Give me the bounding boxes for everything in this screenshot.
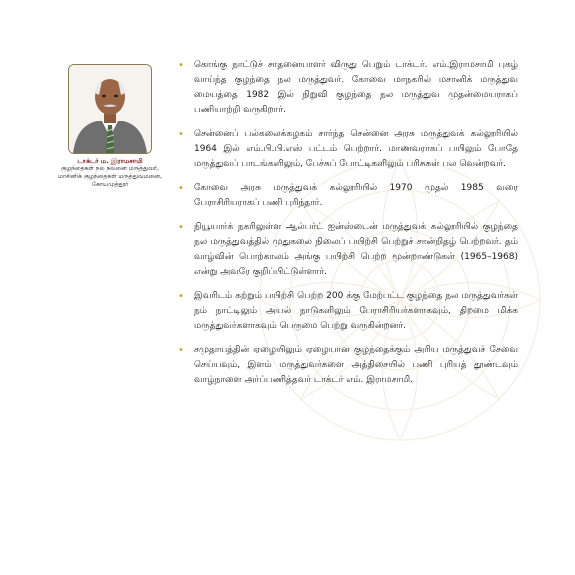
- portrait-image: [69, 65, 151, 153]
- profile-photo: [68, 64, 152, 154]
- profile-designation-line: மாசினிக் குழந்தைகள் மருத்துவமனை,: [58, 173, 162, 180]
- biography-item: [178, 58, 518, 118]
- biography-list: [178, 58, 518, 397]
- biography-text: நியூயார்க் நகரிலுள்ள ஆல்பர்ட் ஐன்ஸ்டைன் மருத்துவக் கல்லூரியில் குழந்தை நல மருத்துவத்தில் முதுகலை நிலைப் பயிற்சி பெற்றுச் சான்றிதழ் பெற்றவர். தம் வாழ்வின் பொற்காலம் அங்கு பயிற்சி பெற்ற மூன்றாண்டுகள் (1965–1968) என்று அவரே குறிப்பிட்டுள்ளார்.: [194, 222, 518, 277]
- profile-name: டாக்டர் ம. இராமசாமி: [77, 157, 143, 165]
- biography-item: [178, 127, 518, 172]
- biography-text: கோவை அரசு மருத்துவக் கல்லூரியில் 1970 முதல் 1985 வரை பேராசிரியராகப் பணி புரிந்தார்.: [194, 183, 518, 208]
- profile-designation-line: கோயமுத்தூர்: [91, 181, 129, 188]
- biography-text: கொங்கு நாட்டுச் சாதனையாளர் விருது பெறும் டாக்டர். எம்.இராமசாமி புகழ் வாய்ந்த குழந்தை நல மருத்துவர். கோவை மாநகரில் மசானிக் மருத்துவ மையத்தை 1982 இல் நிறுவி குழந்தை நல மருத்துவ முதன்மையராகப் பணியாற்றி வருகிறார்.: [194, 60, 518, 115]
- biography-item: [178, 343, 518, 388]
- biography-text: சென்னைப் பல்கலைக்கழகம் சார்ந்த சென்னை அரசு மருத்துவக் கல்லூரியில் 1964 இல் எம்.பி.பி.எஸ் பட்டம் பெற்றார். மாணவராகப் பயிலும் போதே மருத்துவப் பாடங்களிலும், பேச்சுப் போட்டிகளிலும் பரிசுகள் பல வென்றவர்.: [194, 129, 518, 169]
- bullet-icon: •: [178, 129, 184, 140]
- bullet-icon: •: [178, 345, 184, 356]
- biography-item: [178, 289, 518, 334]
- biography-item: [178, 220, 518, 280]
- biography-text: இவரிடம் கற்றும் பயிற்சி பெற்ற 200 க்கு மேற்பட்ட குழந்தை நல மருத்துவர்கள் நம் நாட்டிலும் அயல் நாடுகளிலும் பேராசிரியர்களாகவும், திறமை மிக்க மருத்துவர்களாகவும் பெருமை பெற்று வருகின்றனர்.: [194, 291, 518, 331]
- bullet-icon: •: [178, 60, 184, 71]
- profile-caption: [46, 157, 174, 189]
- biography-text: சமுதாயத்தின் ஏழையிலும் ஏழையான குழந்தைக்கும் அரிய மருத்துவச் சேவை செய்யவும், இளம் மருத்துவர்களை அத்திசையில் பணி புரியத் தூண்டவும் வாழ்நாளை அர்ப்பணித்தவர் டாக்டர் எம். இராமசாமி.: [194, 345, 518, 385]
- biography-item: [178, 181, 518, 211]
- bullet-icon: •: [178, 183, 184, 194]
- bullet-icon: •: [178, 222, 184, 233]
- bullet-icon: •: [178, 291, 184, 302]
- profile-designation-line: குழந்தைகள் நல நலனை மருத்துவர்,: [61, 165, 159, 172]
